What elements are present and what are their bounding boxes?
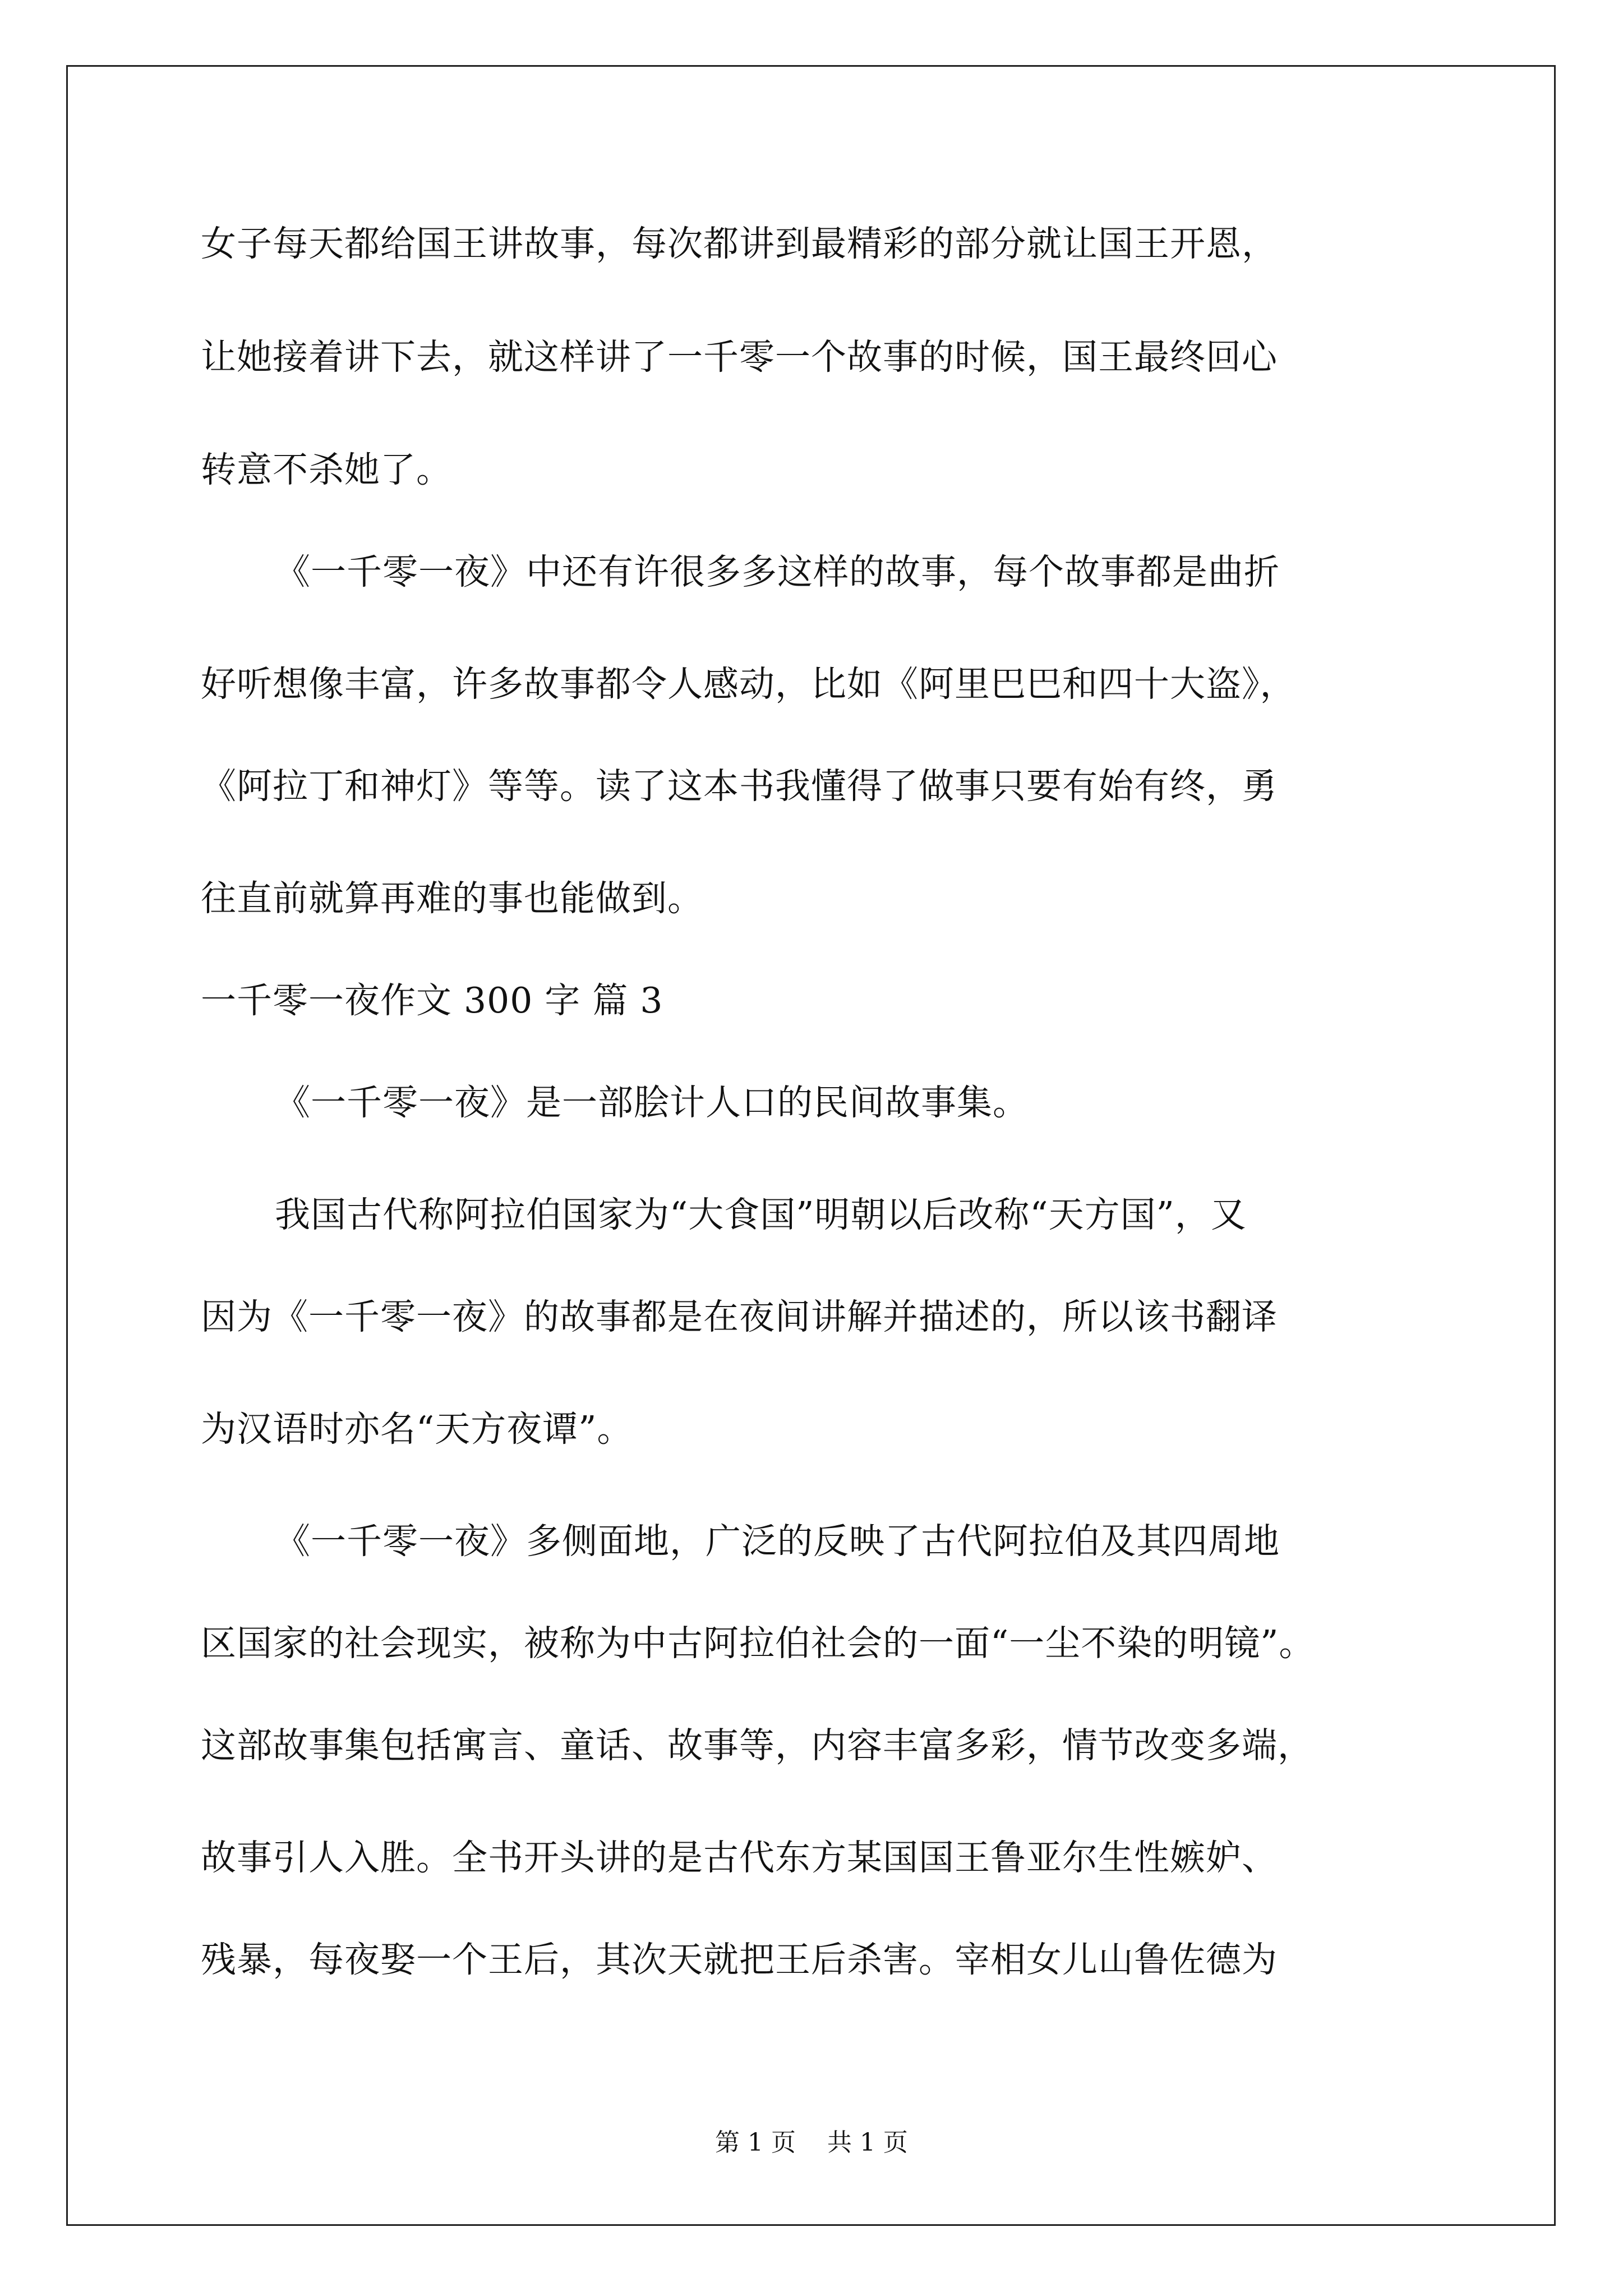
section-heading: 一千零一夜作文 300 字 篇 3 — [201, 980, 663, 1021]
paragraph-line: 故事引人入胜。全书开头讲的是古代东方某国国王鲁亚尔生性嫉妒、 — [201, 1837, 1278, 1878]
paragraph-line: 《一千零一夜》多侧面地，广泛的反映了古代阿拉伯及其四周地 — [275, 1521, 1280, 1562]
paragraph-line: 我国古代称阿拉伯国家为“大食国”明朝以后改称“天方国”，又 — [275, 1194, 1247, 1235]
paragraph-line: 让她接着讲下去，就这样讲了一千零一个故事的时候，国王最终回心 — [201, 337, 1278, 378]
paragraph-line: 残暴，每夜娶一个王后，其次天就把王后杀害。宰相女儿山鲁佐德为 — [201, 1939, 1278, 1980]
paragraph-line: 《阿拉丁和神灯》等等。读了这本书我懂得了做事只要有始有终，勇 — [201, 766, 1278, 807]
paragraph-line: 往直前就算再难的事也能做到。 — [201, 878, 703, 919]
paragraph-line: 女子每天都给国王讲故事，每次都讲到最精彩的部分就让国王开恩， — [201, 223, 1278, 264]
paragraph-line: 这部故事集包括寓言、童话、故事等，内容丰富多彩，情节改变多端， — [201, 1725, 1313, 1766]
page-frame — [66, 65, 1556, 2226]
page-number-footer: 第 1 页 共 1 页 — [715, 2128, 908, 2157]
paragraph-line: 因为《一千零一夜》的故事都是在夜间讲解并描述的，所以该书翻译 — [201, 1296, 1278, 1337]
paragraph-line: 区国家的社会现实，被称为中古阿拉伯社会的一面“一尘不染的明镜”。 — [201, 1623, 1315, 1664]
paragraph-line: 好听想像丰富，许多故事都令人感动，比如《阿里巴巴和四十大盗》， — [201, 664, 1296, 705]
paragraph-line: 为汉语时亦名“天方夜谭”。 — [201, 1409, 633, 1450]
paragraph-line: 《一千零一夜》是一部脍计人口的民间故事集。 — [275, 1082, 1029, 1123]
paragraph-line: 转意不杀她了。 — [201, 449, 452, 490]
paragraph-line: 《一千零一夜》中还有许很多多这样的故事，每个故事都是曲折 — [275, 551, 1280, 592]
